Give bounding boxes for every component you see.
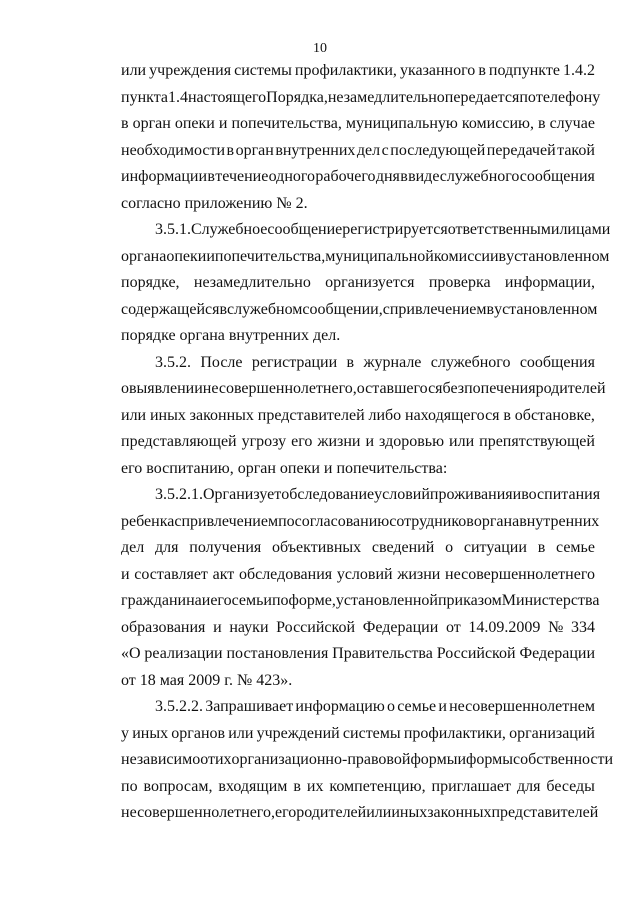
text-line: «О реализации постановления Правительства Российской Федерации xyxy=(121,645,595,662)
body-text xyxy=(121,58,614,827)
paragraph-first-line: 3.5.2.2. Запрашивает информацию о семье и несовершеннолетнем xyxy=(155,698,595,715)
text-line: и составляет акт обследования условий жизни несовершеннолетнего xyxy=(121,565,595,583)
text-line: его воспитанию, орган опеки и попечительства: xyxy=(121,459,448,477)
paragraph-first-line: 3.5.1. Служебное сообщение регистрируется ответственными лицами xyxy=(155,221,611,238)
text-line: или учреждения системы профилактики, указанного в подпункте 1.4.2 xyxy=(121,62,595,79)
text-line: ребенка с привлечением по согласованию сотрудников органа внутренних xyxy=(121,512,600,530)
text-line: содержащейся в служебном сообщении, с привлечением в установленном xyxy=(121,300,598,318)
text-line: информации в течение одного рабочего дня в виде служебного сообщения xyxy=(121,168,595,185)
text-line: независимо от их организационно-правовой формы и формы собственности xyxy=(121,751,614,768)
page-number: 10 xyxy=(313,41,327,56)
text-line: гражданина и его семьи по форме, установленной приказом Министерства xyxy=(121,592,600,609)
text-line: в орган опеки и попечительства, муниципальную комиссию, в случае xyxy=(121,115,595,132)
text-line: порядке органа внутренних дел. xyxy=(121,327,341,344)
text-line: по вопросам, входящим в их компетенцию, приглашает для беседы xyxy=(121,777,595,795)
text-line: дел для получения объективных сведений о ситуации в семье xyxy=(121,539,595,556)
text-line: необходимости в орган внутренних дел с последующей передачей такой xyxy=(121,141,595,159)
text-line: или иных законных представителей либо находящегося в обстановке, xyxy=(121,406,595,424)
text-line: пункта 1.4 настоящего Порядка, незамедлительно передается по телефону xyxy=(121,88,601,106)
text-line: от 18 мая 2009 г. № 423». xyxy=(121,671,293,689)
text-line: согласно приложению № 2. xyxy=(121,194,308,212)
paragraph-first-line: 3.5.2.1. Организует обследование условий проживания и воспитания xyxy=(155,486,601,503)
text-line: образования и науки Российской Федерации от 14.09.2009 № 334 xyxy=(121,618,595,636)
text-line: порядке, незамедлительно организуется проверка информации, xyxy=(121,274,595,291)
text-line: представляющей угрозу его жизни и здоровью или препятствующей xyxy=(121,433,595,450)
text-line: у иных органов или учреждений системы профилактики, организаций xyxy=(121,724,595,742)
text-line: несовершеннолетнего, его родителей или иных законных представителей xyxy=(121,804,599,821)
text-line: органа опеки и попечительства, муниципальной комиссии в установленном xyxy=(121,247,610,265)
paragraph-first-line: 3.5.2. После регистрации в журнале служебного сообщения xyxy=(155,353,595,371)
text-line: о выявлении несовершеннолетнего, оставшегося без попечения родителей xyxy=(121,380,606,397)
